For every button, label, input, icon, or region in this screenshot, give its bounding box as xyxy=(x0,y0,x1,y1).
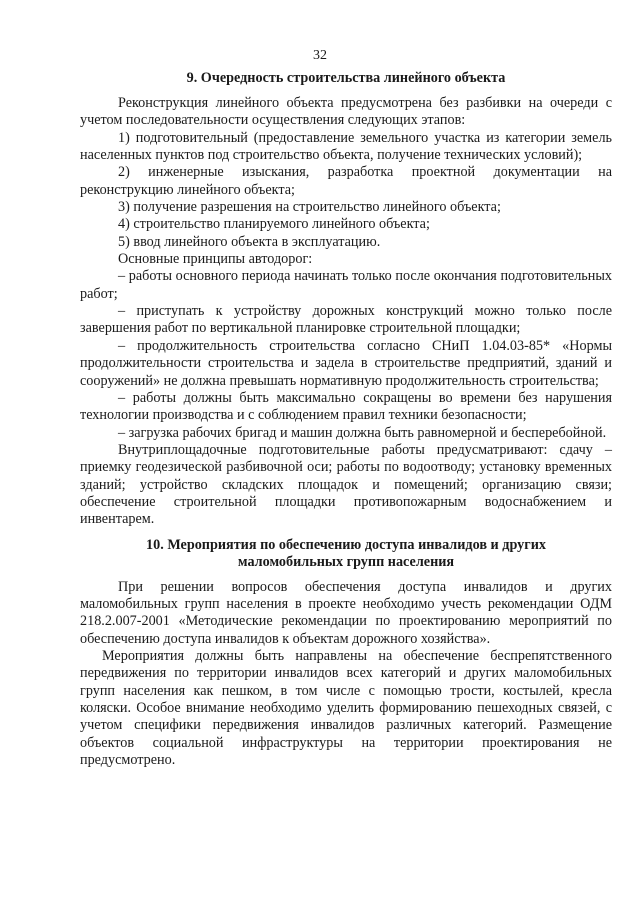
list-item: 4) строительство планируемого линейного объекта; xyxy=(118,216,430,233)
paragraph: Основные принципы автодорог: xyxy=(118,251,313,268)
section-9-title: 9. Очередность строительства линейного объекта xyxy=(186,70,506,86)
text-column xyxy=(80,70,612,769)
list-item: – работы основного периода начинать только после окончания подготовительных работ; xyxy=(80,268,612,302)
list-item: 2) инженерные изыскания, разработка проектной документации на реконструкцию линейного объекта; xyxy=(80,164,612,198)
paragraph: Мероприятия должны быть направлены на обеспечение беспрепятственного передвижения по территории инвалидов всех категорий и других маломобильных групп населения как пешком, в том числе с помощью трости, костылей, кресла коляски. Особое внимание необходимо уделить формированию пешеходных связей, с учетом специфики передвижения инвалидов различных категорий. Размещение объектов социальной инфраструктуры на территории проектирования не предусмотрено. xyxy=(80,647,612,769)
list-item: – загрузка рабочих бригад и машин должна быть равномерной и бесперебойной. xyxy=(118,424,607,441)
section-10-title xyxy=(80,537,612,571)
list-item: – работы должны быть максимально сокращены во времени без нарушения технологии производства и с соблюдением правил техники безопасности; xyxy=(80,389,612,424)
list-item: 1) подготовительный (предоставление земельного участка из категории земель населенных пунктов под строительство объекта, получение технических условий); xyxy=(80,129,612,164)
paragraph: Реконструкция линейного объекта предусмотрена без разбивки на очереди с учетом последовательности осуществления следующих этапов: xyxy=(80,95,612,129)
section-10-title-line2: маломобильных групп населения xyxy=(237,553,455,570)
section-10-title-line1: 10. Мероприятия по обеспечению доступа инвалидов и других xyxy=(146,536,546,553)
list-item: 3) получение разрешения на строительство линейного объекта; xyxy=(118,199,501,216)
page-number: 32 xyxy=(313,48,327,63)
list-item: 5) ввод линейного объекта в эксплуатацию. xyxy=(118,233,381,250)
list-item: – приступать к устройству дорожных конструкций можно только после завершения работ по вертикальной планировке строительной площадки; xyxy=(80,303,612,337)
paragraph: Внутриплощадочные подготовительные работы предусматривают: сдачу – приемку геодезической разбивочной оси; работы по водоотводу; установку временных зданий; устройство складских площадок и помещений; организацию связи; обеспечение строительной площадки противопожарным водоснабжением и инвентарем. xyxy=(80,441,612,528)
list-item: – продолжительность строительства согласно СНиП 1.04.03-85* «Нормы продолжительности строительства и задела в строительстве предприятий, зданий и сооружений» не должна превышать нормативную продолжительность строительства; xyxy=(80,337,612,389)
paragraph: При решении вопросов обеспечения доступа инвалидов и других маломобильных групп населения в проекте необходимо учесть рекомендации ОДМ 218.2.007-2001 «Методические рекомендации по проектированию мероприятий по обеспечению доступа инвалидов к объектам дорожного хозяйства». xyxy=(80,578,612,647)
